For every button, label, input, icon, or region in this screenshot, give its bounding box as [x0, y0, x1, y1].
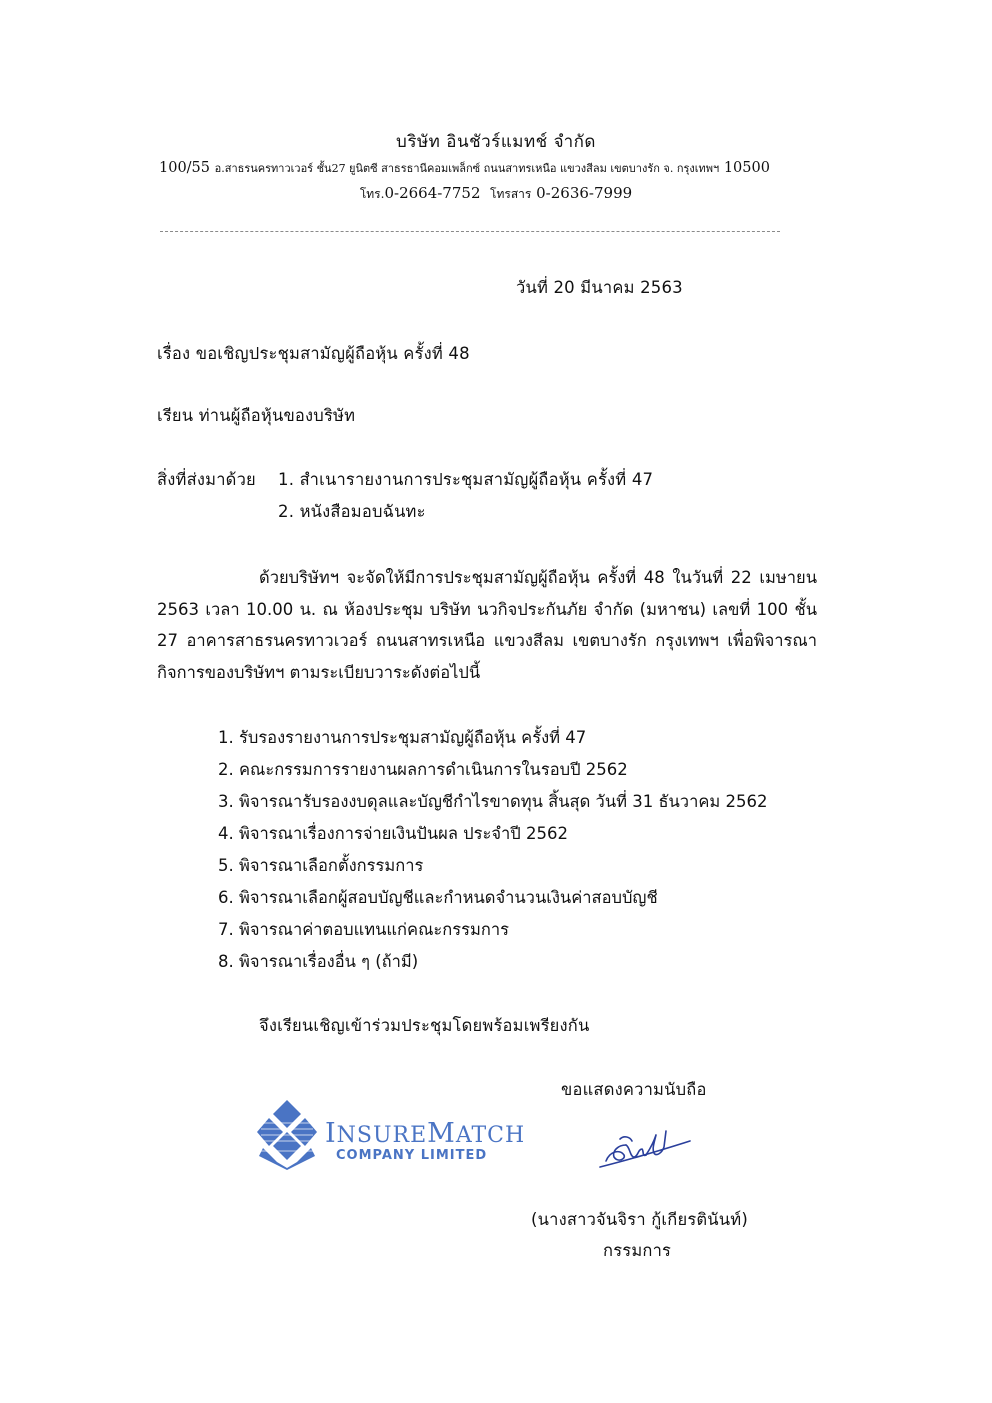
company-address — [159, 159, 770, 177]
closing-invitation: จึงเรียนเชิญเข้าร่วมประชุมโดยพร้อมเพรียงกัน — [259, 1016, 590, 1035]
agenda-item: 6. พิจารณาเลือกผู้สอบบัญชีและกำหนดจำนวนเงินค่าสอบบัญชี — [218, 888, 658, 907]
address-postcode: 10500 — [723, 160, 770, 176]
letter-date: วันที่ 20 มีนาคม 2563 — [516, 278, 683, 297]
agenda-item: 7. พิจารณาค่าตอบแทนแก่คณะกรรมการ — [218, 920, 509, 939]
tel-number: 0-2664-7752 — [384, 184, 481, 202]
signer-position: กรรมการ — [603, 1241, 672, 1260]
agenda-item: 8. พิจารณาเรื่องอื่น ๆ (ถ้ามี) — [218, 952, 419, 971]
company-logo — [255, 1098, 525, 1178]
closing-regards: ขอแสดงความนับถือ — [561, 1080, 707, 1099]
logo-wordmark: INSUREMATCH — [325, 1118, 526, 1149]
body-paragraph: ด้วยบริษัทฯ จะจัดให้มีการประชุมสามัญผู้ถือหุ้น ครั้งที่ 48 ในวันที่ 22 เมษายน 2563 เวลา 10.00 น. ณ ห้องประชุม บริษัท นวกิจประกันภัย จำกัด (มหาชน) เลขที่ 100 ชั้น 27 อาคารสาธรนครทาวเวอร์ ถนนสาทรเหนือ แขวงสีลม เขตบางรัก กรุงเทพฯ เพื่อพิจารณากิจการของบริษัทฯ ตามระเบียบวาระดังต่อไปนี้ — [157, 568, 817, 682]
enclosure-item: 1. สำเนารายงานการประชุมสามัญผู้ถือหุ้น ครั้งที่ 47 — [278, 470, 654, 489]
tel-label: โทร. — [359, 187, 385, 201]
agenda-item: 4. พิจารณาเรื่องการจ่ายเงินปันผล ประจำปี 2562 — [218, 824, 569, 843]
letterhead-divider — [160, 231, 780, 232]
agenda-item: 3. พิจารณารับรองงบดุลและบัญชีกำไรขาดทุน สิ้นสุด วันที่ 31 ธันวาคม 2562 — [218, 792, 768, 811]
handwritten-signature — [596, 1127, 696, 1177]
agenda-list — [218, 722, 768, 978]
letter-salutation: เรียน ท่านผู้ถือหุ้นของบริษัท — [157, 406, 356, 425]
fax-number: 0-2636-7999 — [536, 184, 633, 202]
enclosures-label: สิ่งที่ส่งมาด้วย — [157, 470, 256, 489]
fax-label: โทรสาร — [490, 187, 532, 201]
address-text: อ.สาธรนครทาวเวอร์ ชั้น27 ยูนิตซี สาธรธานีคอมเพล็กซ์ ถนนสาทรเหนือ แขวงสีลม เขตบางรัก จ. กรุงเทพฯ — [214, 162, 720, 175]
agenda-item: 1. รับรองรายงานการประชุมสามัญผู้ถือหุ้น ครั้งที่ 47 — [218, 728, 587, 747]
agenda-item: 5. พิจารณาเลือกตั้งกรรมการ — [218, 856, 424, 875]
company-contact — [0, 184, 992, 204]
address-number: 100/55 — [159, 160, 211, 176]
company-name: บริษัท อินชัวร์แมทช์ จำกัด — [396, 132, 596, 152]
enclosure-item: 2. หนังสือมอบฉันทะ — [278, 502, 426, 521]
letter-subject: เรื่อง ขอเชิญประชุมสามัญผู้ถือหุ้น ครั้งที่ 48 — [157, 344, 470, 363]
logo-mark-icon — [255, 1098, 319, 1170]
logo-subtitle: COMPANY LIMITED — [336, 1148, 488, 1163]
signer-name: (นางสาวจันจิรา กู้เกียรตินันท์) — [531, 1210, 748, 1229]
agenda-item: 2. คณะกรรมการรายงานผลการดำเนินการในรอบปี 2562 — [218, 760, 628, 779]
